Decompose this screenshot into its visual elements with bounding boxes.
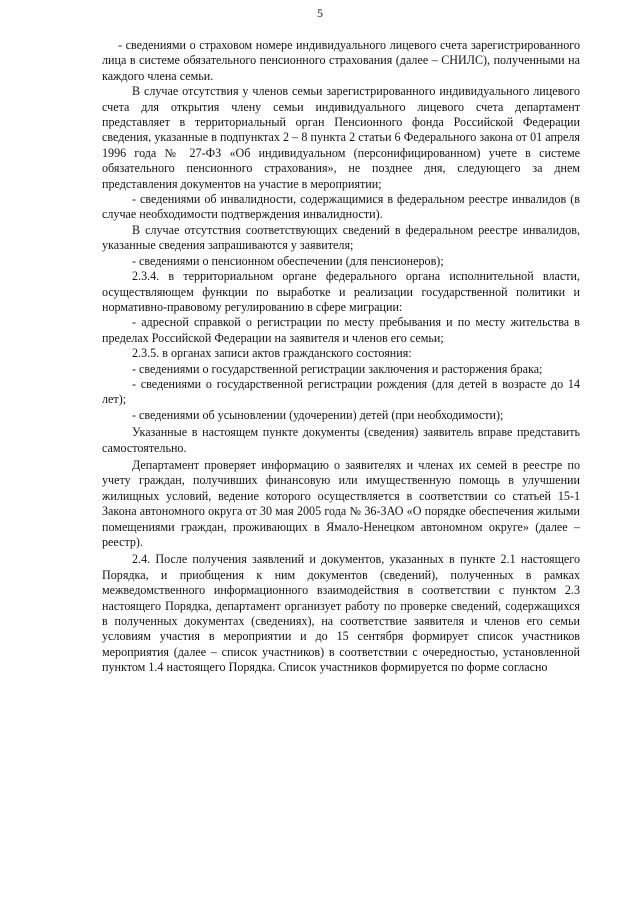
paragraph-no-account: В случае отсутствия у членов семьи зарегистрированного индивидуального лицевого счета для открытия члену семьи индивидуального лицевого счета департамент представляет в территориальный орган Пенсионного фонда Российской Федерации сведения, указанные в подпунктах 2 – 8 пункта 2 статьи 6 Федерального закона от 01 апреля 1996 года № 27-ФЗ «Об индивидуальном (персонифицированном) учете в системе обязательного пенсионного страхования», не позднее дня, следующего за днем представления документов на участие в мероприятии; <box>102 84 580 191</box>
paragraph-birth: - сведениями о государственной регистрации рождения (для детей в возрасте до 14 лет); <box>102 376 580 407</box>
paragraph-address: - адресной справкой о регистрации по месту пребывания и по месту жительства в пределах Российской Федерации на заявителя и членов его семьи; <box>102 315 580 345</box>
paragraph-2-3-4: 2.3.4. в территориальном органе федерального органа исполнительной власти, осуществляющем функции по выработке и реализации государственной политики и нормативно-правовому регулированию в сфере миграции: <box>102 269 580 314</box>
paragraph-adoption: - сведениями об усыновлении (удочерении) детей (при необходимости); <box>132 407 504 422</box>
paragraph-disability: - сведениями об инвалидности, содержащимися в федеральном реестре инвалидов (в случае необходимости подтверждения инвалидности). <box>102 192 580 222</box>
paragraph-snils: - сведениями о страховом номере индивидуального лицевого счета зарегистрированного лица в системе обязательного пенсионного страхования (далее – СНИЛС), полученными на каждого члена семьи. <box>102 38 580 83</box>
paragraph-registry-check: Департамент проверяет информацию о заявителях и членах их семей в реестре по учету граждан, получивших финансовую или имущественную помощь в улучшении жилищных условий, ведение которого осуществляется в соответствии со статьей 15-1 Закона автономного округа от 30 мая 2005 года № 36-ЗАО «О порядке обеспечения жилыми помещениями граждан, проживающих в Ямало-Ненецком автономном округе» (далее – реестр). <box>102 457 580 549</box>
paragraph-pension: - сведениями о пенсионном обеспечении (для пенсионеров); <box>132 253 444 268</box>
paragraph-disability-missing: В случае отсутствия соответствующих сведений в федеральном реестре инвалидов, указанные сведения запрашиваются у заявителя; <box>102 222 580 253</box>
page-number: 5 <box>317 6 323 20</box>
document-body <box>102 38 580 676</box>
paragraph-self-submission: Указанные в настоящем пункте документы (сведения) заявитель вправе представить самостоятельно. <box>102 425 580 455</box>
paragraph-marriage: - сведениями о государственной регистрации заключения и расторжения брака; <box>132 361 543 376</box>
paragraph-2-3-5: 2.3.5. в органах записи актов гражданского состояния: <box>132 346 412 361</box>
paragraph-2-4: 2.4. После получения заявлений и документов, указанных в пункте 2.1 настоящего Порядка, и приобщения к ним документов (сведений), полученных в рамках межведомственного информационного взаимодействия в соответствии с пунктом 2.3 настоящего Порядка, департамент организует работу по проверке сведений, содержащихся в полученных документах (сведениях), на соответствие заявителя и членов его семьи условиям участия в мероприятии и до 15 сентября формирует список участников мероприятия (далее – список участников) в соответствии с очередностью, установленной пунктом 1.4 настоящего Порядка. Список участников формируется по форме согласно <box>102 552 580 675</box>
